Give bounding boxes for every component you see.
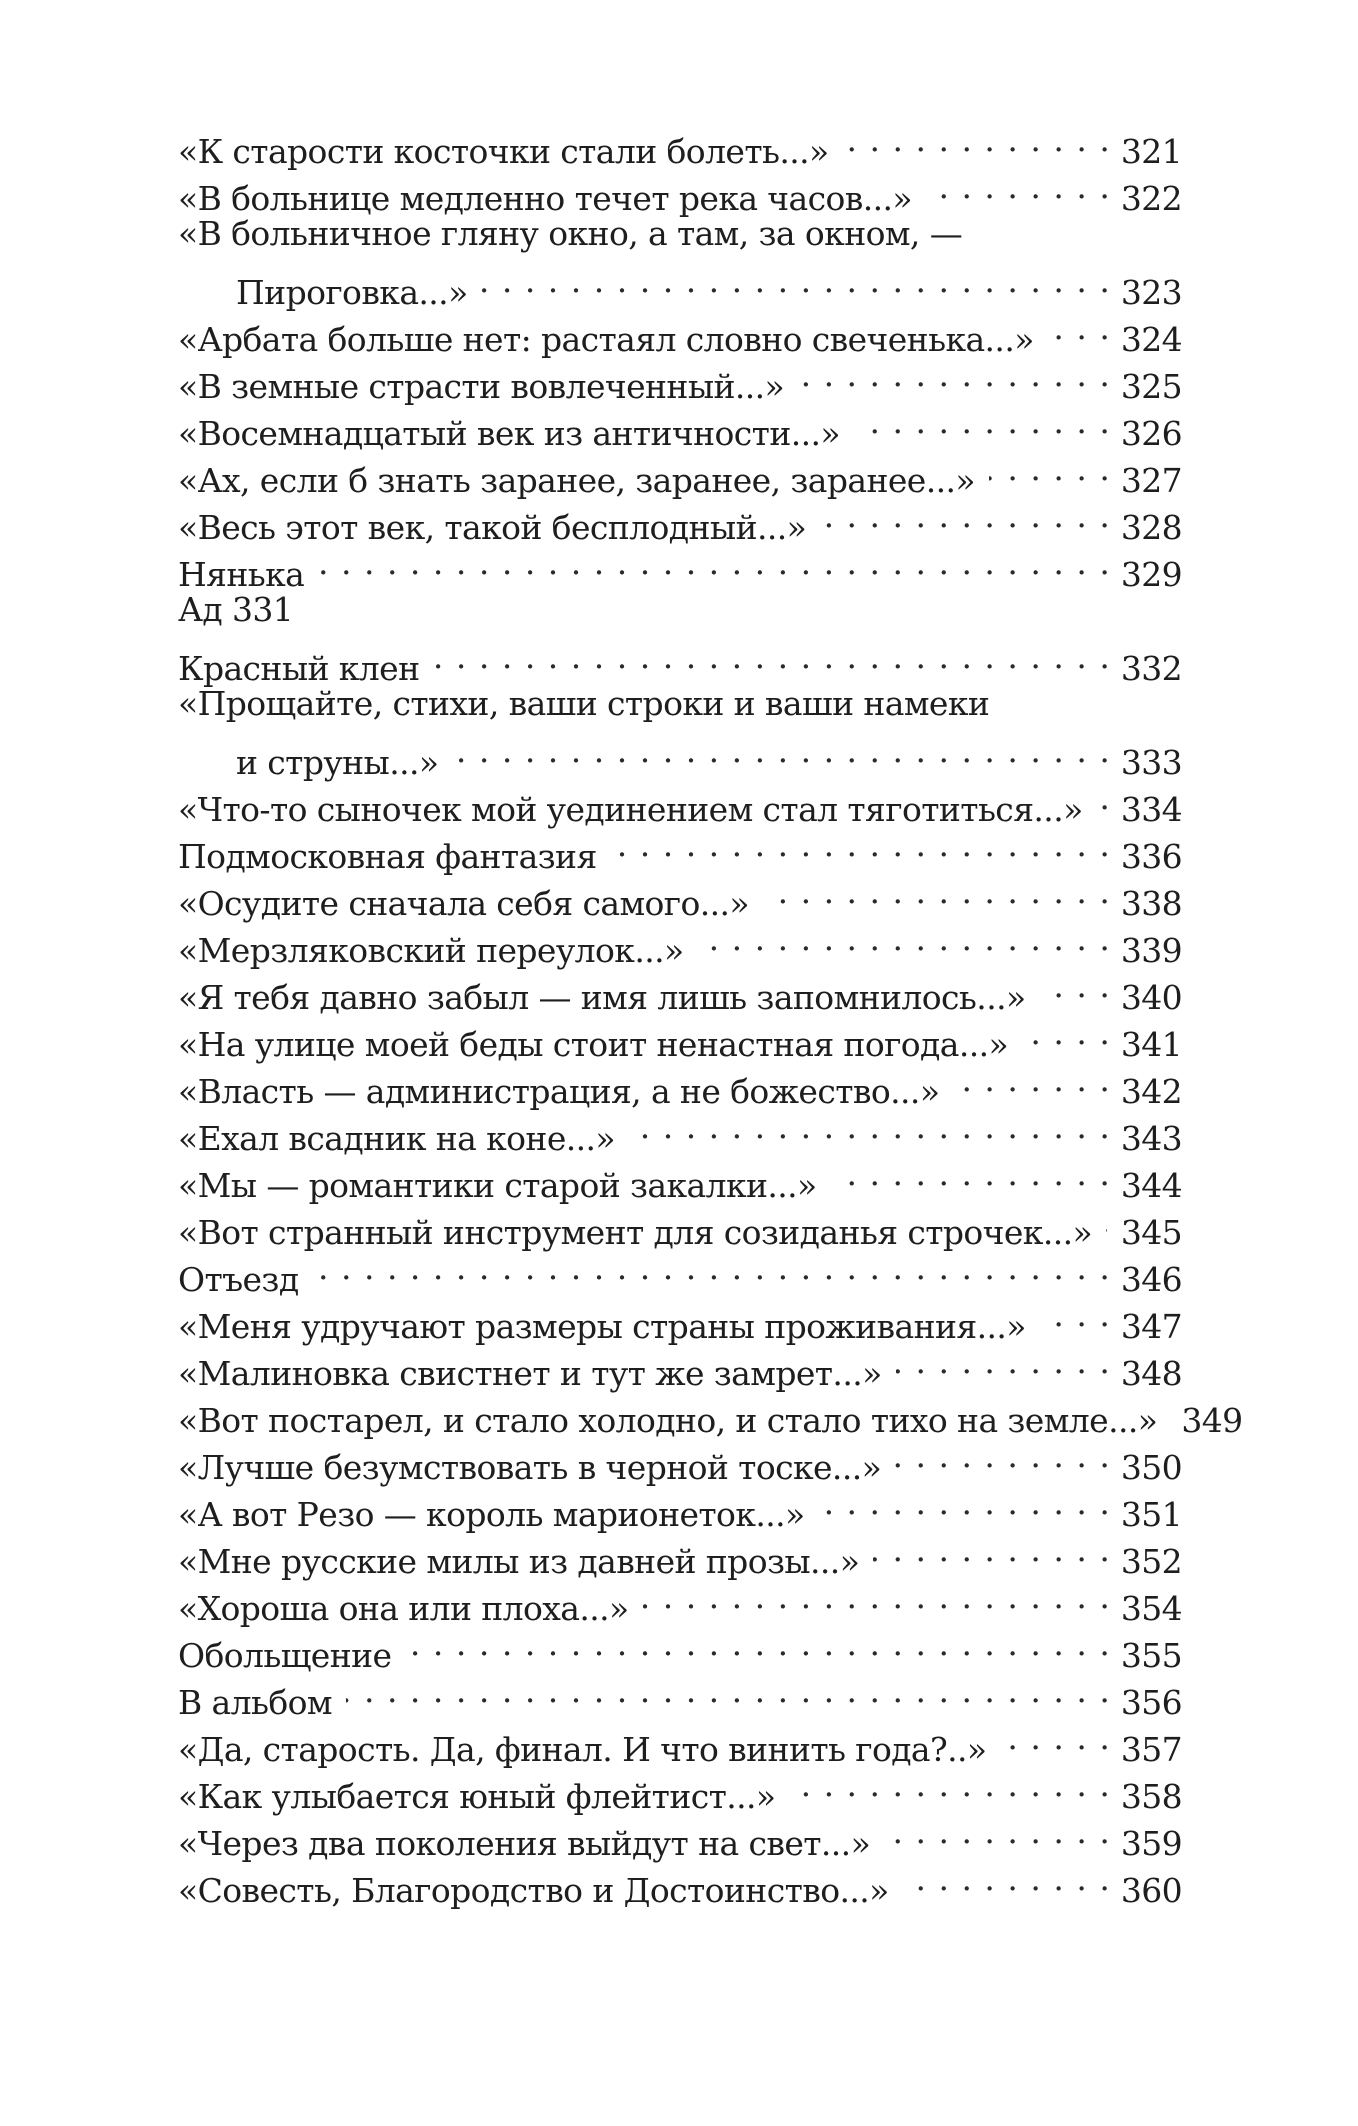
toc-entry-page-number: 332 — [1120, 649, 1182, 688]
toc-entry-page-number: 348 — [1120, 1354, 1182, 1393]
toc-entry-title: «В больнице медленно течет река часов...» — [178, 179, 912, 218]
toc-entry-title: «Вот странный инструмент для созиданья строчек...» — [178, 1213, 1093, 1252]
toc-entry-page-number: 342 — [1120, 1072, 1182, 1111]
dot-leader — [873, 1526, 1111, 1573]
dot-leader — [1000, 1714, 1110, 1761]
dot-leader — [1106, 1197, 1111, 1244]
toc-entry-page-number: 334 — [1120, 790, 1182, 829]
dot-leader — [854, 398, 1111, 445]
dot-leader — [763, 868, 1111, 915]
toc-entry-page-number: 322 — [1120, 179, 1182, 218]
toc-entry — [178, 586, 1182, 633]
toc-entry-title: «А вот Резо — король марионеток...» — [178, 1495, 805, 1534]
dot-leader — [884, 1808, 1111, 1855]
dot-leader — [643, 1573, 1111, 1620]
toc-entry-continuation — [178, 727, 1182, 782]
toc-entry-title: «В земные страсти вовлеченный...» — [178, 367, 785, 406]
toc-entry-page-number: 327 — [1120, 461, 1182, 500]
dot-leader — [405, 1620, 1110, 1667]
toc-entry-page-number: 358 — [1120, 1777, 1182, 1816]
toc-entry — [178, 539, 1182, 594]
toc-entry-title: «Что-то сыночек мой уединением стал тяготиться...» — [178, 790, 1083, 829]
dot-leader — [798, 351, 1111, 398]
toc-entry-page-number: 338 — [1120, 884, 1182, 923]
toc-entry-title-continuation: Пироговка...» — [236, 273, 468, 312]
toc-entry-title: «Осудите сначала себя самого...» — [178, 884, 749, 923]
toc-entry-title: «Арбата больше нет: растаял словно свеченька...» — [178, 320, 1034, 359]
toc-entry-title: «Да, старость. Да, финал. И что винить года?..» — [178, 1730, 987, 1769]
toc-entry — [178, 116, 1182, 171]
dot-leader — [989, 445, 1111, 492]
dot-leader — [698, 915, 1111, 962]
toc-entry-page-number: 344 — [1120, 1166, 1182, 1205]
toc-entry-title: «Как улыбается юный флейтист...» — [178, 1777, 776, 1816]
toc-entry-page-number: 357 — [1120, 1730, 1182, 1769]
toc-entry-title: «Мы — романтики старой закалки...» — [178, 1166, 817, 1205]
dot-leader — [313, 1244, 1111, 1291]
toc-entry-page-number: 326 — [1120, 414, 1182, 453]
toc-entry-title: «Вот постарел, и стало холодно, и стало тихо на земле...» — [178, 1401, 1158, 1440]
toc-entry-title: «На улице моей беды стоит ненастная погода...» — [178, 1025, 1009, 1064]
toc-entry-page-number: 321 — [1120, 132, 1182, 171]
toc-entry-title: «Ах, если б знать заранее, заранее, заранее...» — [178, 461, 975, 500]
dot-leader — [953, 1056, 1110, 1103]
dot-leader — [1048, 304, 1111, 351]
toc-entry-page-number: 345 — [1120, 1213, 1182, 1252]
toc-entry-page-number: 356 — [1120, 1683, 1182, 1722]
toc-entry-page-number: 343 — [1120, 1119, 1182, 1158]
table-of-contents — [178, 116, 1243, 1910]
toc-entry-title: Подмосковная фантазия — [178, 837, 597, 876]
toc-entry-title: «Ехал всадник на коне...» — [178, 1119, 616, 1158]
toc-entry-page-number: 351 — [1120, 1495, 1182, 1534]
dot-leader — [346, 1667, 1111, 1714]
toc-entry-page-number: 341 — [1120, 1025, 1182, 1064]
toc-entry-continuation — [178, 257, 1182, 312]
toc-entry-title: «Восемнадцатый век из античности...» — [178, 414, 840, 453]
toc-entry-page-number: 346 — [1120, 1260, 1182, 1299]
toc-entry-title: «Через два поколения выйдут на свет...» — [178, 1824, 871, 1863]
dot-leader — [629, 1103, 1111, 1150]
toc-entry-page-number: 340 — [1120, 978, 1182, 1017]
toc-entry-page-number: 329 — [1120, 555, 1182, 594]
toc-entry-title: «Мерзляковский переулок...» — [178, 931, 684, 970]
toc-entry-title: Ад 331 — [178, 590, 294, 629]
toc-entry-title-continuation: и струны...» — [236, 743, 439, 782]
dot-leader — [820, 492, 1111, 539]
toc-entry — [178, 210, 1182, 257]
toc-entry-title: Отъезд — [178, 1260, 299, 1299]
toc-entry-page-number: 323 — [1120, 273, 1182, 312]
toc-entry — [178, 1244, 1182, 1299]
toc-entry-title: «Я тебя давно забыл — имя лишь запомнилось...» — [178, 978, 1026, 1017]
toc-entry-title: «Лучше безумствовать в черной тоске...» — [178, 1448, 882, 1487]
toc-entry-title: Красный клен — [178, 649, 420, 688]
dot-leader — [903, 1855, 1111, 1902]
toc-entry-page-number: 354 — [1120, 1589, 1182, 1628]
toc-entry-page-number: 339 — [1120, 931, 1182, 970]
toc-entry-page-number: 328 — [1120, 508, 1182, 547]
toc-entry-page-number: 359 — [1120, 1824, 1182, 1863]
toc-entry-title: «Малиновка свистнет и тут же замрет...» — [178, 1354, 882, 1393]
dot-leader — [452, 727, 1110, 774]
toc-entry-page-number: 325 — [1120, 367, 1182, 406]
dot-leader — [896, 1338, 1111, 1385]
toc-entry-page-number: 355 — [1120, 1636, 1182, 1675]
dot-leader — [1040, 962, 1111, 1009]
toc-entry-page-number: 324 — [1120, 320, 1182, 359]
toc-entry-page-number: 333 — [1120, 743, 1182, 782]
dot-leader — [1022, 1009, 1111, 1056]
dot-leader — [433, 633, 1110, 680]
toc-entry-title: «Хороша она или плоха...» — [178, 1589, 629, 1628]
dot-leader — [895, 1432, 1111, 1479]
toc-entry-page-number: 336 — [1120, 837, 1182, 876]
toc-entry-page-number: 360 — [1120, 1871, 1182, 1910]
toc-entry-page-number: 349 — [1181, 1401, 1243, 1440]
dot-leader — [611, 821, 1111, 868]
dot-leader — [926, 163, 1111, 210]
dot-leader — [831, 1150, 1111, 1197]
toc-entry — [178, 680, 1182, 727]
dot-leader — [318, 539, 1111, 586]
dot-leader — [1097, 774, 1111, 821]
toc-entry-title: «К старости косточки стали болеть...» — [178, 132, 829, 171]
dot-leader — [1040, 1291, 1111, 1338]
toc-entry-page-number: 350 — [1120, 1448, 1182, 1487]
dot-leader — [819, 1479, 1111, 1526]
toc-entry-title: «Весь этот век, такой бесплодный...» — [178, 508, 807, 547]
dot-leader — [790, 1761, 1111, 1808]
toc-entry-title: «Прощайте, стихи, ваши строки и ваши намеки — [178, 684, 990, 723]
dot-leader — [843, 116, 1111, 163]
dot-leader — [482, 257, 1111, 304]
toc-entry-title: Нянька — [178, 555, 305, 594]
toc-entry-title: «Совесть, Благородство и Достоинство...» — [178, 1871, 889, 1910]
toc-entry-title: «Власть — администрация, а не божество...» — [178, 1072, 940, 1111]
toc-entry-title: «Мне русские милы из давней прозы...» — [178, 1542, 860, 1581]
toc-entry-title: «Меня удручают размеры страны проживания...» — [178, 1307, 1026, 1346]
toc-entry — [178, 633, 1182, 688]
toc-entry-title: Обольщение — [178, 1636, 392, 1675]
toc-entry-title: В альбом — [178, 1683, 332, 1722]
toc-entry-page-number: 352 — [1120, 1542, 1182, 1581]
toc-entry-title: «В больничное гляну окно, а там, за окном, — — [178, 214, 963, 253]
toc-entry — [178, 1291, 1182, 1346]
toc-entry-page-number: 347 — [1120, 1307, 1182, 1346]
